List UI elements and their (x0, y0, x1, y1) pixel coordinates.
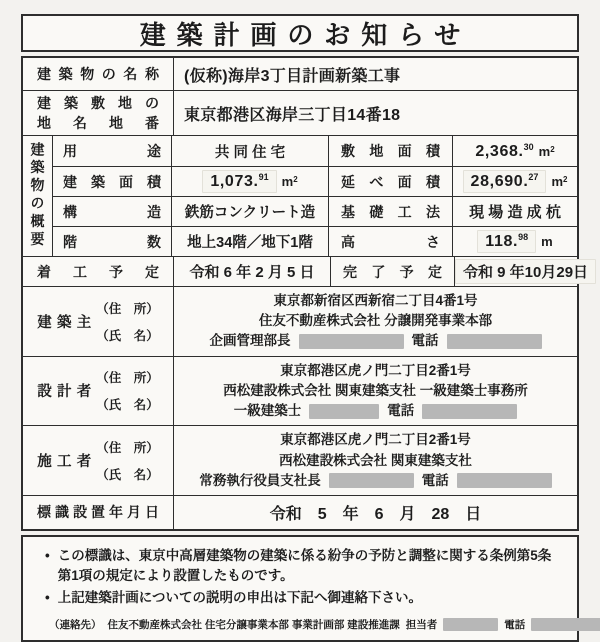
completion-label: 完了予定 (343, 263, 442, 280)
building-name-label-cell (23, 58, 173, 90)
owner-row (23, 286, 577, 356)
site-label-line2: 地名地番 (37, 115, 159, 131)
site-area-label-cell (328, 136, 452, 166)
note-contact-request-text: 上記建築計画についての説明の申出は下記へ御連絡下さい。 (57, 590, 422, 606)
title-box (21, 14, 579, 52)
contractor-role: 常務執行役員支社長 (199, 472, 321, 488)
contact-body: 住友不動産株式会社 住宅分譲事業本部 事業計画部 建設推進課 (107, 618, 400, 631)
structure-value: 鉄筋コンクリート造 (171, 197, 328, 226)
designer-paren-name: （氏 名） (96, 398, 159, 413)
construction-notice-sign (21, 0, 589, 642)
contractor-phone-label: 電話 (421, 472, 449, 488)
contractor-address: 東京都港区虎ノ門二丁目2番1号 (280, 432, 471, 448)
height-value (452, 227, 577, 256)
site-value-cell (173, 91, 577, 135)
contact-phone-label: 電話 (504, 618, 526, 631)
structure-label: 構造 (63, 203, 161, 220)
designer-role: 一級建築士 (233, 403, 302, 419)
site-value: 東京都港区海岸三丁目14番18 (184, 106, 401, 124)
use-value: 共同住宅 (171, 136, 328, 166)
main-table (21, 56, 589, 531)
use-label: 用途 (63, 143, 161, 159)
height-decimal: 98 (518, 232, 529, 242)
height-unit: m (541, 234, 553, 249)
site-area-decimal: 30 (523, 141, 534, 152)
contractor-details (173, 426, 577, 495)
designer-label: 設計者 (37, 384, 92, 401)
height-label: 高さ (341, 233, 440, 250)
floors-value: 地上34階／地下1階 (171, 227, 328, 256)
owner-label-cell (23, 287, 173, 356)
contact-person-label: 担当者 (405, 618, 438, 631)
sign-title: 建築計画のお知らせ (139, 19, 472, 50)
start-label: 着工予定 (37, 263, 159, 280)
contractor-label: 施工者 (37, 454, 92, 471)
building-name-value-cell (173, 58, 577, 90)
owner-details (173, 287, 577, 356)
sign-date-label: 標識設置年月日 (37, 504, 159, 521)
designer-name-redacted (309, 404, 379, 419)
completion-value: 令和 9 年10月29日 (455, 259, 596, 284)
floors-label: 階数 (63, 233, 161, 250)
contractor-label-cell (23, 426, 173, 495)
designer-org: 西松建設株式会社 関東建築支社 一級建築士事務所 (223, 382, 528, 398)
contractor-org: 西松建設株式会社 関東建築支社 (279, 452, 472, 468)
contact-line (45, 617, 563, 632)
overview-rows (53, 136, 577, 256)
owner-phone-redacted (447, 334, 542, 349)
completion-value-cell (454, 257, 596, 286)
start-value-cell (173, 257, 330, 286)
sign-date-row (23, 495, 577, 529)
designer-phone-redacted (422, 404, 517, 419)
building-area-row (53, 166, 577, 196)
building-area-label: 建築面積 (63, 173, 161, 190)
structure-row (53, 196, 577, 226)
building-name-value: (仮称)海岸3丁目計画新築工事 (184, 67, 401, 85)
overview-vertical-label-cell (23, 136, 53, 256)
owner-org: 住友不動産株式会社 分譲開発事業本部 (258, 313, 493, 329)
contractor-phone-redacted (457, 473, 552, 488)
bullet-icon: • (45, 547, 50, 563)
height-number: 118. (485, 233, 519, 250)
contact-person-redacted (443, 618, 498, 631)
designer-label-cell (23, 357, 173, 426)
owner-label: 建築主 (37, 314, 92, 331)
designer-phone-label: 電話 (387, 403, 415, 419)
owner-name-redacted (299, 334, 404, 349)
total-area-label-cell (328, 167, 452, 196)
site-label-line1: 建築敷地の (37, 95, 159, 111)
contact-phone-redacted (531, 618, 600, 631)
note-ordinance (45, 546, 563, 587)
start-value: 令和 6 年 2 月 5 日 (189, 264, 315, 281)
contractor-name-redacted (329, 473, 414, 488)
building-area-decimal: 91 (258, 172, 269, 182)
sign-date-label-cell (23, 496, 173, 529)
floors-label-cell (53, 227, 171, 256)
overview-block (23, 135, 577, 256)
total-area-unit-sup: 2 (563, 175, 568, 184)
designer-details (173, 357, 577, 426)
total-area-value (452, 167, 577, 196)
foundation-label-cell (328, 197, 452, 226)
note-ordinance-text: この標識は、東京中高層建築物の建築に係る紛争の予防と調整に関する条例第5条第1項の規定により設置したものです。 (57, 547, 552, 584)
designer-row (23, 356, 577, 426)
use-label-cell (53, 136, 171, 166)
contact-prefix: （連絡先） (49, 618, 102, 631)
completion-label-cell (330, 257, 454, 286)
site-area-label: 敷地面積 (341, 143, 440, 159)
schedule-row (23, 256, 589, 286)
bullet-icon: • (45, 590, 50, 606)
building-name-label: 建築物の名称 (37, 66, 159, 82)
sign-date-value: 令和 5 年 6 月 28 日 (173, 496, 577, 529)
structure-label-cell (53, 197, 171, 226)
building-area-unit-sup: 2 (293, 175, 298, 184)
owner-paren-address: （住 所） (96, 301, 159, 316)
site-area-unit-sup: 2 (550, 144, 555, 154)
total-area-number: 28,690. (470, 173, 529, 190)
owner-phone-label: 電話 (411, 333, 439, 349)
total-area-decimal: 27 (528, 172, 539, 182)
total-area-unit: m (551, 174, 563, 189)
site-label-cell (23, 91, 173, 135)
note-contact-request (45, 588, 563, 608)
building-area-number: 1,073. (210, 173, 259, 190)
total-area-label: 延べ面積 (341, 173, 440, 190)
owner-role: 企画管理部長 (209, 333, 291, 349)
floors-row (53, 226, 577, 256)
owner-paren-name: （氏 名） (96, 328, 159, 343)
height-label-cell (328, 227, 452, 256)
building-area-label-cell (53, 167, 171, 196)
overview-vertical-label: 建築物の概要 (29, 142, 46, 250)
site-area-unit: m (538, 143, 551, 159)
designer-address: 東京都港区虎ノ門二丁目2番1号 (280, 362, 471, 378)
start-label-cell (23, 257, 173, 286)
contractor-paren-address: （住 所） (96, 441, 159, 456)
site-area-value (452, 136, 577, 166)
site-area-number: 2,368. (475, 142, 524, 160)
building-area-value (171, 167, 328, 196)
building-area-unit: m (281, 174, 294, 189)
designer-paren-address: （住 所） (96, 371, 159, 386)
foundation-value: 現場造成杭 (452, 197, 577, 226)
owner-address: 東京都新宿区西新宿二丁目4番1号 (273, 293, 478, 308)
contractor-paren-name: （氏 名） (96, 468, 159, 483)
building-name-row (23, 58, 577, 90)
site-row (23, 90, 577, 135)
contractor-row (23, 425, 577, 495)
use-row (53, 136, 577, 166)
foundation-label: 基礎工法 (341, 203, 440, 220)
notes-box (21, 535, 579, 642)
